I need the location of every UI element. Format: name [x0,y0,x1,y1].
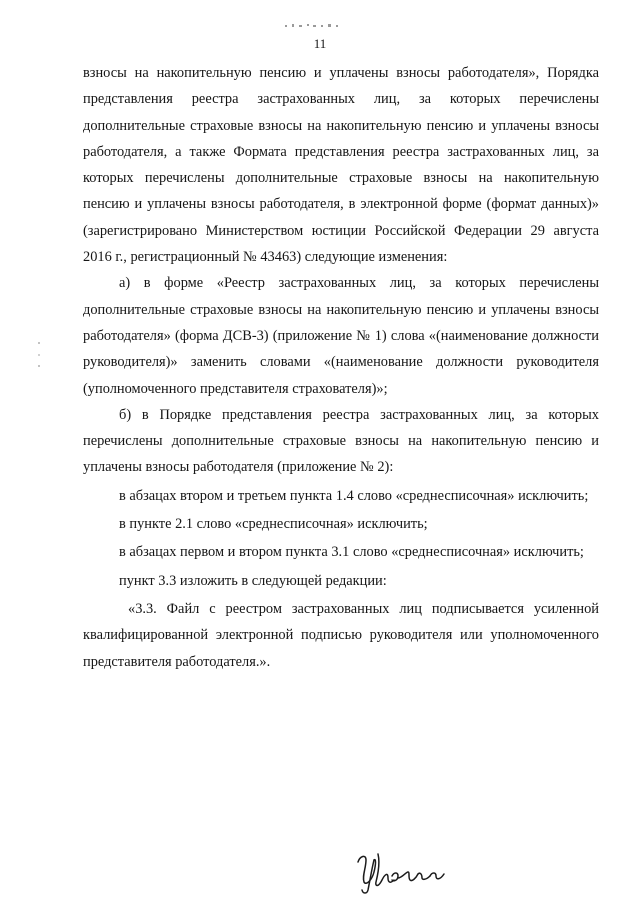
paragraph-item-b: б) в Порядке представления реестра застрахованных лиц, за которых перечислены дополнительные страховые взносы на накопительную пенсию и уплачены взносы работодателя (приложение № 2): [83,406,599,476]
paragraph-point-2-1: в пункте 2.1 слово «среднесписочная» исключить; [119,516,428,533]
paragraph-point-3-3: пункт 3.3 изложить в следующей редакции: [119,572,387,589]
handwritten-signature [352,848,450,896]
paragraph-point-1-4: в абзацах втором и третьем пункта 1.4 слово «среднесписочная» исключить; [119,487,589,504]
document-body [83,60,599,675]
paragraph-point-3-1: в абзацах первом и втором пункта 3.1 слово «среднесписочная» исключить; [119,544,584,561]
scan-artifact-mark [283,22,347,30]
paragraph-item-a: а) в форме «Реестр застрахованных лиц, за которых перечислены дополнительные страховые взносы на накопительную пенсию и уплачены взносы работодателя» (форма ДСВ-3) (приложение № 1) слова «(наименование должности руководителя)» заменить словами «(наименование должности руководителя (уполномоченного представителя страхователя)»; [83,275,599,397]
page-number: 11 [313,36,327,51]
margin-scan-dots [36,340,42,370]
paragraph-point-3-3-text: «3.3. Файл с реестром застрахованных лиц подписывается усиленной квалифицированной электронной подписью руководителя или уполномоченного представителя работодателя.». [83,600,599,670]
paragraph-amendment-intro: взносы на накопительную пенсию и уплачены взносы работодателя», Порядка представления реестра застрахованных лиц, за которых перечислены дополнительные страховые взносы на накопительную пенсию и уплачены взносы работодателя, а также Формата представления реестра застрахованных лиц, за которых перечислены дополнительные страховые взносы на накопительную пенсию и уплачены взносы работодателя, в электронной форме (формат данных)» (зарегистрировано Министерством юстиции Российской Федерации 29 августа 2016 г., регистрационный № 43463) следующие изменения: [83,65,599,266]
